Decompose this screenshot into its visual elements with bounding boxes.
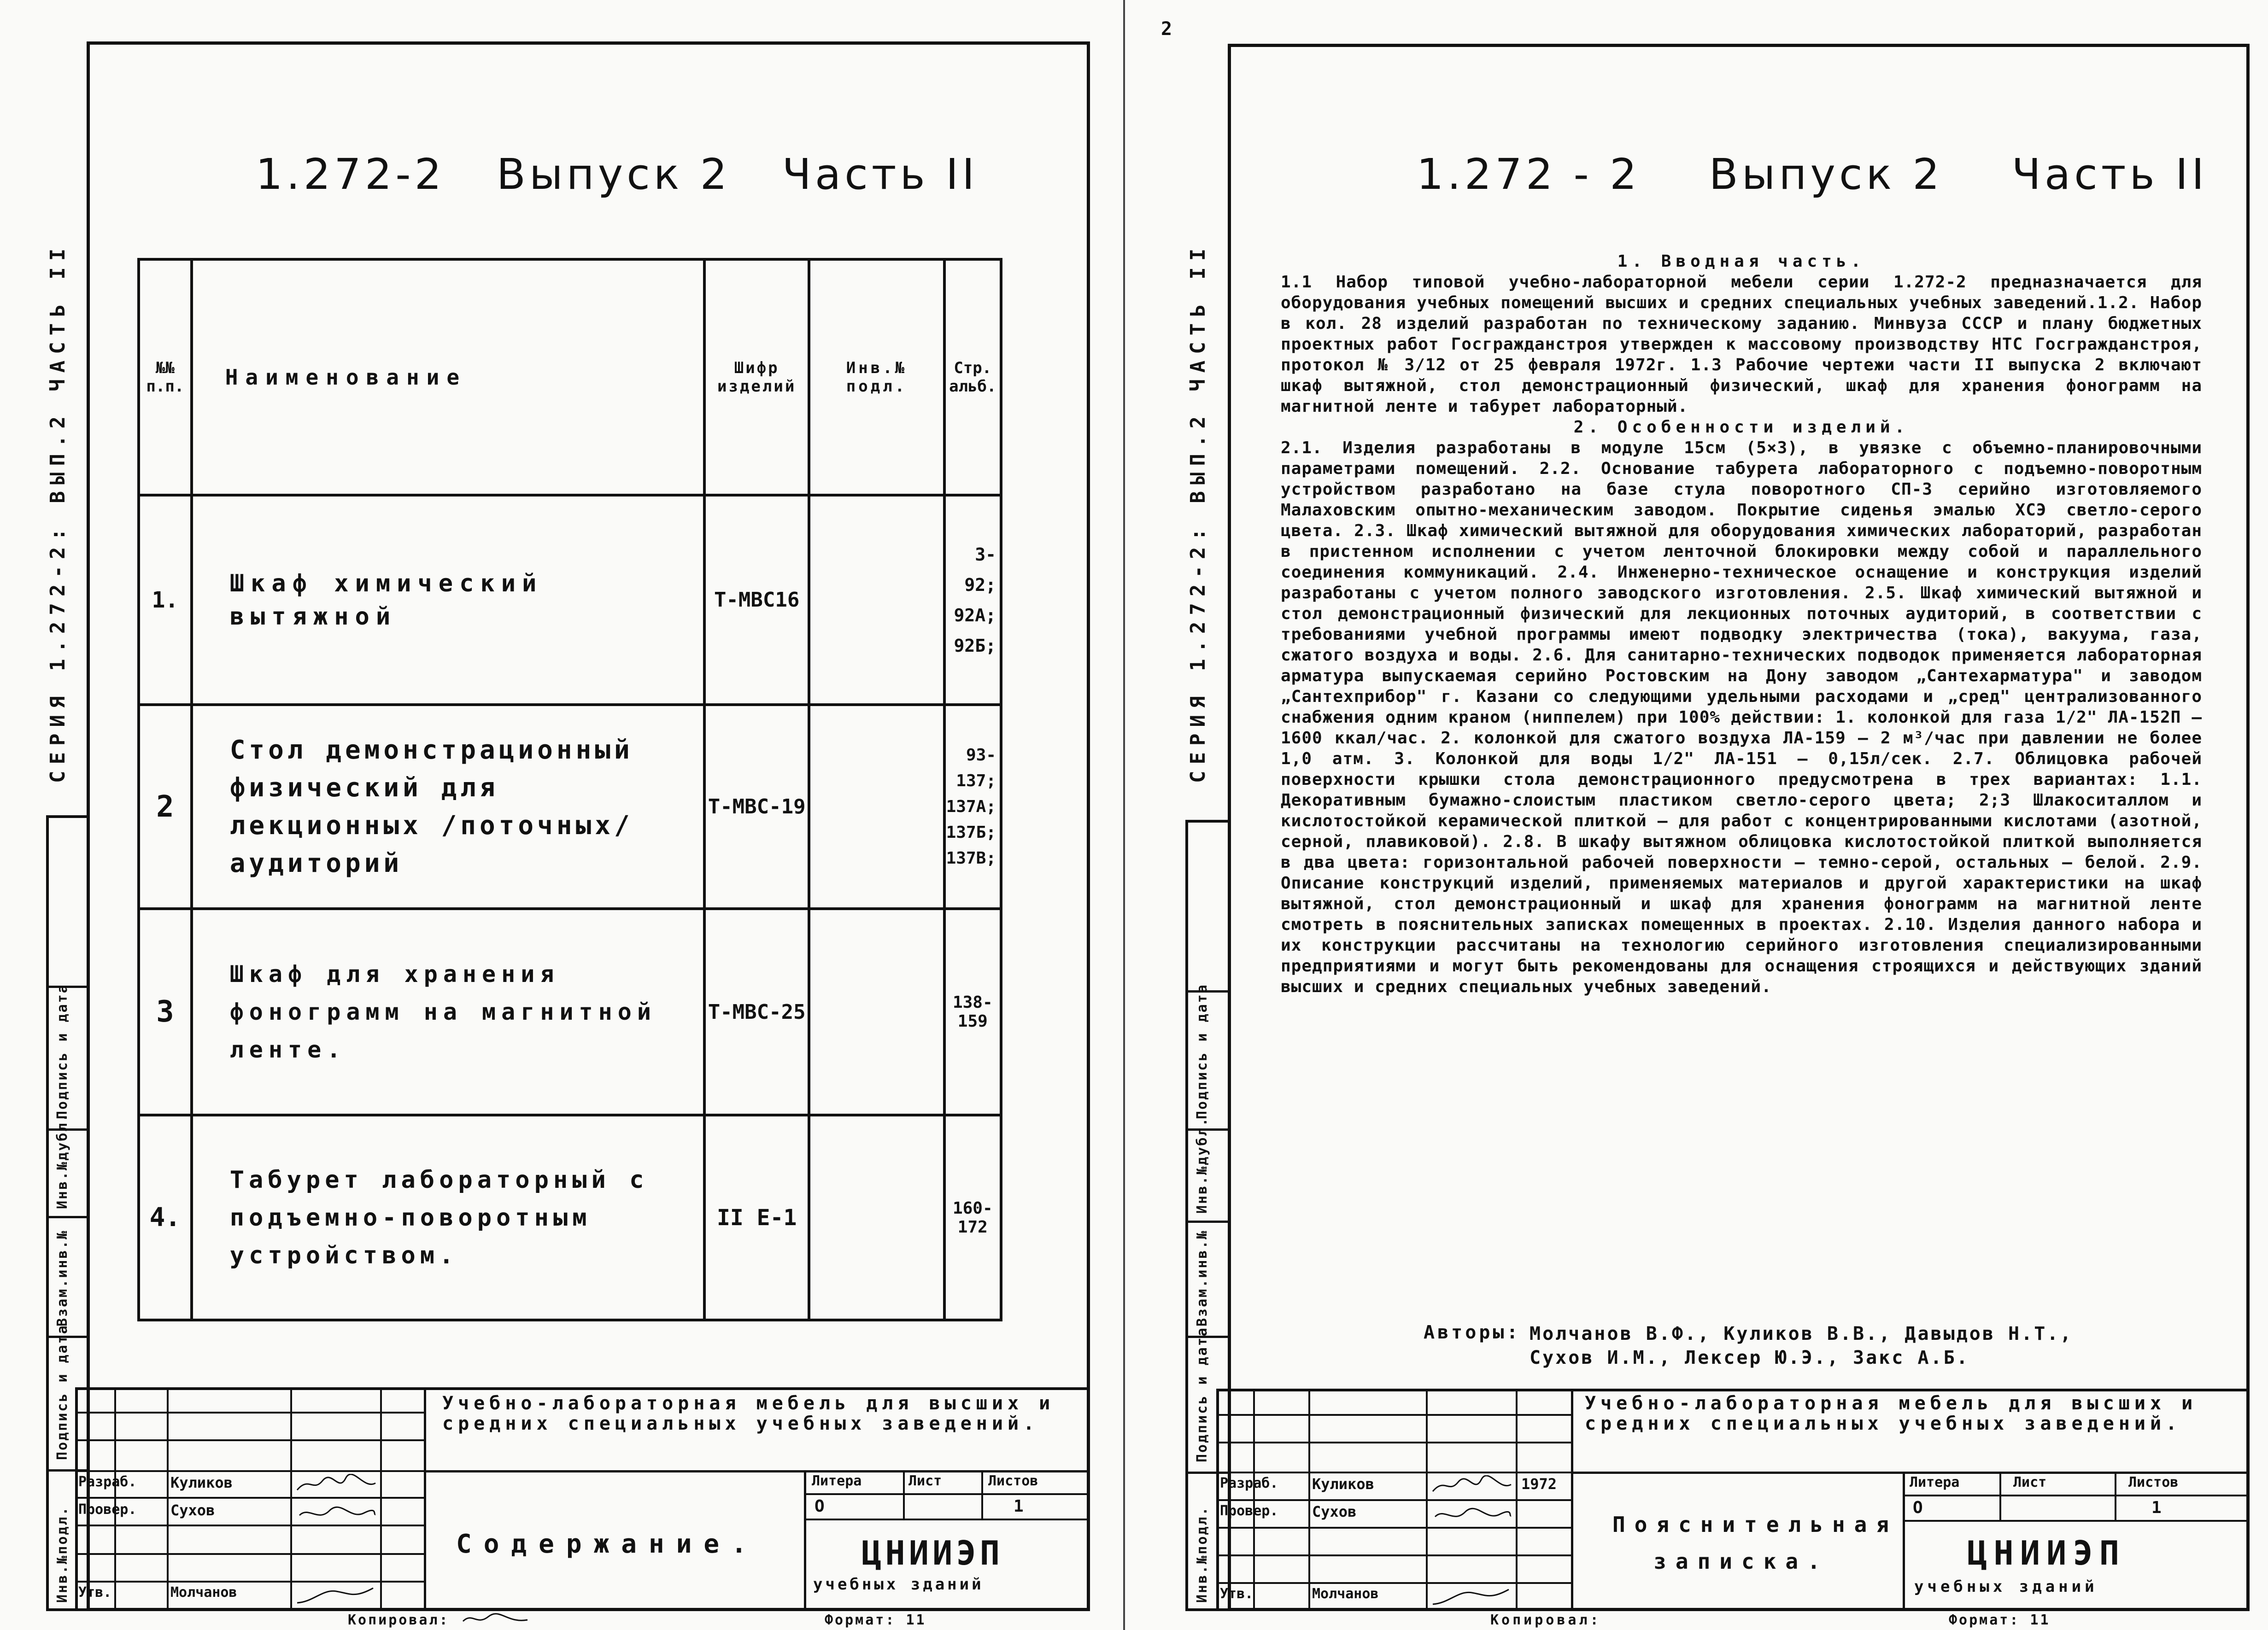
col-header-code: Шифр изделий xyxy=(704,259,809,495)
authors-label: Авторы: xyxy=(1424,1322,1521,1343)
org-name: ЦНИИЭП xyxy=(861,1534,1004,1572)
row-code: Т-МВС16 xyxy=(704,495,809,705)
part-label: Часть II xyxy=(2011,150,2208,199)
side-series-label: СЕРИЯ 1.272-2: ВЫП.2 ЧАСТЬ II xyxy=(1186,242,1210,783)
row-inv xyxy=(809,705,944,909)
row-num: 2 xyxy=(139,705,192,909)
name-approve: Молчанов xyxy=(170,1584,237,1601)
project-title: Учебно-лабораторная мебель для высших и средних специальных учебных заведений. xyxy=(1585,1393,2198,1434)
paragraph: 2.1. Изделия разработаны в модуле 15см (5×3), в увязке с объемно-планировочными параметрами помещений. 2.2. Основание табурета лабораторного с подъемно-поворотным устройством разработано на базе стула поворотного СП-3 серийно изготовляемого Малаховским опытно-механическим заводом. Покрытие сиденья эмалью ХСЭ светло-серого цвета. 2.3. Шкаф химический вытяжной для оборудования химических лабораторий, разработан в пристенном исполнении с учетом ленточной блокировки между собой и параллельного соединения коммуникаций. 2.4. Инженерно-техническое оснащение и конструкция изделий разработаны с учетом полного заводского изготовления. 2.5. Шкаф химический вытяжной и стол демонстрационный физический для лекционных поточных аудиторий, в соответствии с требованиями учебной программы имеют подводку электричества (тока), вакуума, газа, сжатого воздуха и воды. 2.6. Для санитарно-технических подводок применяется лабораторная арматура выпускаемая серийно Ростовским на Дону заводом „Сантехарматура" и заводом „Сантехприбор" г. Казани со следующими удельными расходами и „сред" централизованного снабжения одним краном (ниппелем) при 100% действии: 1. колонкой для газа 1/2" ЛА-152П – 1600 ккал/час. 2. колонкой для сжатого воздуха ЛА-159 – 2 м³/час при давлении не более 1,0 атм. 3. Колонкой для воды 1/2" ЛА-151 – 0,15л/сек. 2.7. Облицовка рабочей поверхности крышки стола демонстрационного предусмотрена в трех вариантах: 1.1. Декоративным бумажно-слоистым пластиком светло-серого цвета; 2;3 Шлакоситаллом и кислотостойкой керамической плиткой – для работ с концентрированными кислотами (азотной, серной, плавиковой). 2.8. В шкафу вытяжном облицовка кислотостойкой плиткой выполняется в два цвета: горизонтальной рабочей поверхности – темно-серой, остальных – белой. 2.9. Описание конструкций изделий, применяемых материалов и другой характеристики на шкаф вытяжной, стол демонстрационный и шкаф для хранения фонограмм на магнитной ленте смотреть в пояснительных записках помещенных в проектах. 2.10. Изделия данного набора и их конструкции рассчитаны на технологию серийного изготовления специализированными предприятиями и могут быть рекомендованы для оснащения строящихся и действующих зданий высших и средних специальных учебных заведений. xyxy=(1281,438,2202,996)
row-inv xyxy=(809,909,944,1115)
explanatory-note xyxy=(1281,251,2202,997)
org-name: ЦНИИЭП xyxy=(1967,1534,2126,1572)
side-label-sign-date-2: Подпись и дата xyxy=(54,983,70,1119)
litera-value: О xyxy=(1913,1498,1923,1517)
page-number: 2 xyxy=(1161,18,1172,40)
row-page: 3-92; 92А; 92Б; xyxy=(944,495,1001,705)
side-label-sign-date-2: Подпись и дата xyxy=(1194,983,1210,1119)
name-approve: Молчанов xyxy=(1312,1586,1379,1602)
row-num: 3 xyxy=(139,909,192,1115)
doc-title: Пояснительная записка. xyxy=(1612,1512,1899,1574)
org-subtitle: учебных зданий xyxy=(813,1575,984,1594)
role-approve: Утв. xyxy=(78,1584,112,1601)
row-code: Т-МВС-19 xyxy=(704,705,809,909)
series-number: 1.272 - 2 xyxy=(1417,150,1641,199)
issue-label: Выпуск 2 xyxy=(496,150,731,199)
side-label-sign-date: Подпись и дата xyxy=(1194,1326,1210,1462)
role-approve: Утв. xyxy=(1220,1586,1254,1602)
issue-label: Выпуск 2 xyxy=(1709,150,1943,199)
section-heading: 2. Особенности изделий. xyxy=(1573,418,1910,437)
listov-value: 1 xyxy=(2151,1498,2162,1517)
row-name: Шкаф химический вытяжной xyxy=(192,495,704,705)
row-num: 4. xyxy=(139,1115,192,1320)
table-header-row xyxy=(139,259,1001,495)
role-develop: Разраб. xyxy=(78,1474,137,1490)
row-inv xyxy=(809,495,944,705)
col-list: Лист xyxy=(908,1473,942,1489)
col-litera: Литера xyxy=(812,1473,862,1489)
col-listov: Листов xyxy=(988,1473,1038,1489)
name-check: Сухов xyxy=(170,1501,215,1519)
row-name: Стол демонстрационный физический для лекционных /поточных/ аудиторий xyxy=(192,705,704,909)
col-header-page: Стр. альб. xyxy=(944,259,1001,495)
signature xyxy=(461,1610,530,1628)
col-list: Лист xyxy=(2013,1474,2047,1490)
contents-table xyxy=(137,258,1002,1321)
format-label: Формат: 11 xyxy=(825,1612,926,1628)
signature xyxy=(1430,1586,1513,1609)
year: 1972 xyxy=(1521,1475,1557,1493)
row-name: Шкаф для хранения фонограмм на магнитной ленте. xyxy=(192,909,704,1115)
row-page: 138-159 xyxy=(944,909,1001,1115)
row-code: Т-МВС-25 xyxy=(704,909,809,1115)
row-page: 160-172 xyxy=(944,1115,1001,1320)
project-title: Учебно-лабораторная мебель для высших и средних специальных учебных заведений. xyxy=(442,1393,1055,1434)
right-sheet xyxy=(1124,0,2268,1630)
col-header-inv: Инв.№ подл. xyxy=(809,259,944,495)
col-header-num: №№ п.п. xyxy=(139,259,192,495)
side-label-inv-dubl: Инв.№дубл. xyxy=(1194,1116,1210,1214)
doc-title: Содержание. xyxy=(456,1529,759,1559)
name-develop: Куликов xyxy=(1312,1475,1374,1493)
part-label: Часть II xyxy=(782,150,979,199)
side-label-vzam: Взам.инв.№ xyxy=(54,1229,70,1326)
litera-value: О xyxy=(815,1497,825,1516)
listov-value: 1 xyxy=(1014,1497,1024,1516)
signature xyxy=(295,1474,378,1497)
table-row xyxy=(139,1115,1001,1320)
side-label-inv-podl: Инв.№подл. xyxy=(54,1506,70,1603)
row-name: Табурет лабораторный с подъемно-поворотным устройством. xyxy=(192,1115,704,1320)
copied-label: Копировал: xyxy=(348,1612,450,1628)
section-heading: 1. Вводная часть. xyxy=(1617,252,1866,271)
name-check: Сухов xyxy=(1312,1503,1357,1520)
row-inv xyxy=(809,1115,944,1320)
paragraph: 1.1 Набор типовой учебно-лабораторной мебели серии 1.272-2 предназначается для оборудования учебных помещений высших и средних специальных учебных заведений.1.2. Набор в кол. 28 изделий разработан по техническому заданию. Минвуза СССР и плану бюджетных проектных работ Госгражданстроя утвержден к массовому производству НТС Госгражданстроя, протокол № 3/12 от 25 февраля 1972г. 1.3 Рабочие чертежи части II выпуска 2 включают шкаф вытяжной, стол демонстрационный физический, шкаф для хранения фонограмм на магнитной ленте и табурет лабораторный. xyxy=(1281,273,2202,416)
format-label: Формат: 11 xyxy=(1949,1612,2051,1628)
left-sheet xyxy=(0,0,1124,1630)
signature xyxy=(1430,1503,1513,1526)
sheet-header xyxy=(1417,150,2208,199)
side-label-inv-dubl: Инв.№дубл. xyxy=(54,1112,70,1209)
signature xyxy=(295,1501,378,1525)
table-row xyxy=(139,495,1001,705)
org-subtitle: учебных зданий xyxy=(1914,1577,2098,1596)
role-check: Провер. xyxy=(78,1501,137,1518)
table-row xyxy=(139,705,1001,909)
signature xyxy=(295,1584,378,1607)
role-check: Провер. xyxy=(1220,1503,1278,1519)
authors-list: Молчанов В.Ф., Куликов В.В., Давыдов Н.Т., Сухов И.М., Лексер Ю.Э., Закс А.Б. xyxy=(1530,1323,2073,1368)
col-listov: Листов xyxy=(2128,1474,2179,1490)
signature xyxy=(1430,1475,1513,1498)
table-row xyxy=(139,909,1001,1115)
row-code: II Е-1 xyxy=(704,1115,809,1320)
side-label-inv-podl: Инв.№подл. xyxy=(1194,1506,1210,1603)
name-develop: Куликов xyxy=(170,1474,233,1491)
side-series-label: СЕРИЯ 1.272-2: ВЫП.2 ЧАСТЬ II xyxy=(46,242,70,783)
col-header-name: Наименование xyxy=(192,259,704,495)
row-page: 93-137; 137А; 137Б; 137В; xyxy=(944,705,1001,909)
row-num: 1. xyxy=(139,495,192,705)
role-develop: Разраб. xyxy=(1220,1475,1278,1491)
side-label-sign-date: Подпись и дата xyxy=(54,1324,70,1460)
series-number: 1.272-2 xyxy=(256,150,445,199)
sheet-header xyxy=(256,150,978,199)
col-litera: Литера xyxy=(1910,1474,1960,1490)
copied-label: Копировал: xyxy=(1490,1612,1601,1628)
side-label-vzam: Взам.инв.№ xyxy=(1194,1229,1210,1326)
